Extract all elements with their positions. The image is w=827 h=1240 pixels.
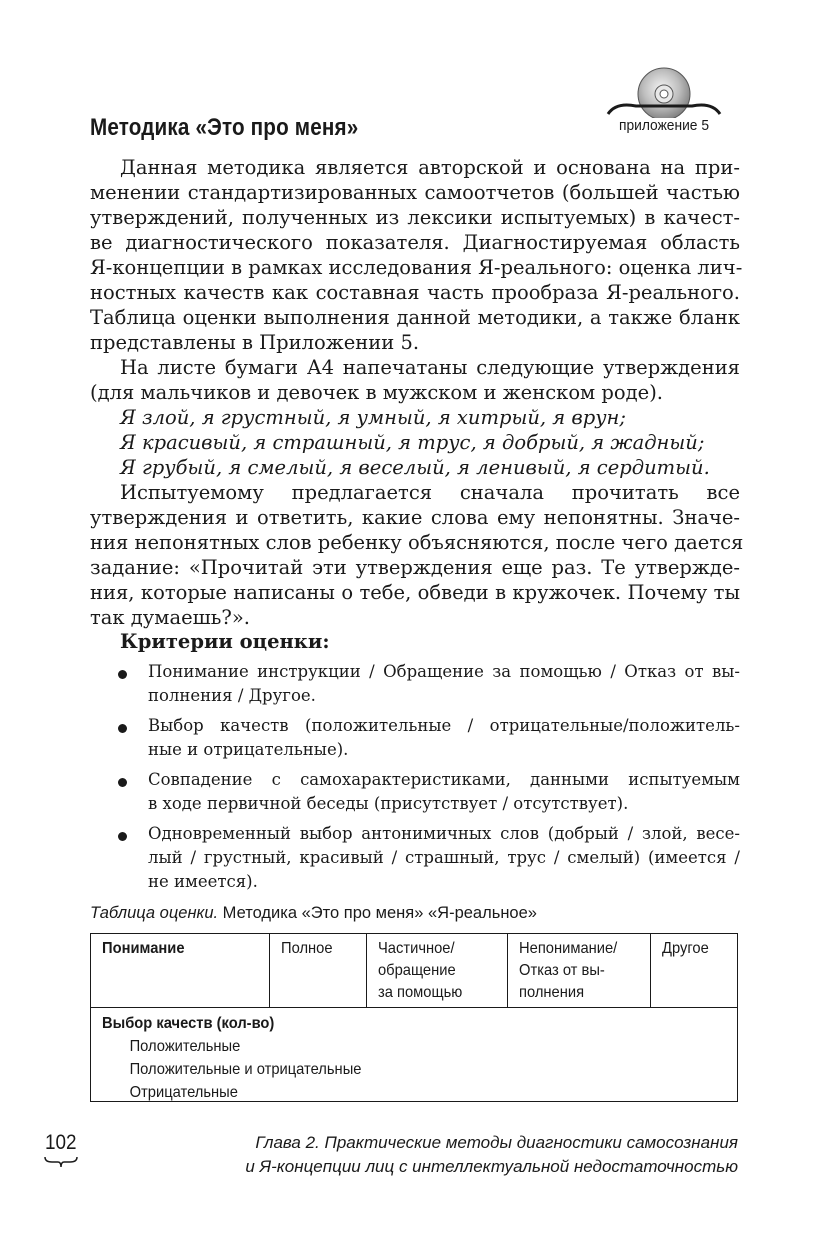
page-brace-icon bbox=[44, 1156, 78, 1168]
cell-line: Полное bbox=[281, 940, 333, 957]
list-item-line: не имеется). bbox=[148, 872, 258, 891]
cell-line: за помощью bbox=[378, 984, 463, 1001]
table-section-item: Положительные bbox=[129, 1038, 241, 1055]
list-item-line: Понимание инструкции / Обращение за помощью / Отказ от вы- bbox=[148, 662, 740, 681]
text-line: На листе бумаги А4 напечатаны следующие утверждения bbox=[120, 356, 740, 379]
text-line: ве диагностического показателя. Диагностируемая область bbox=[90, 231, 740, 254]
cell-line: Отказ от вы- bbox=[519, 962, 605, 979]
text-line: задание: «Прочитай эти утверждения еще раз. Те утвержде- bbox=[90, 556, 740, 579]
table-header-cell bbox=[281, 938, 333, 960]
statement-line: Я красивый, я страшный, я трус, я добрый, я жадный; bbox=[120, 431, 705, 454]
cell-line: Другое bbox=[662, 940, 709, 957]
cell-line: полнения bbox=[519, 984, 585, 1001]
statements-block bbox=[90, 405, 740, 480]
text-line: Я-концепции в рамках исследования Я-реального: оценка лич- bbox=[90, 256, 743, 279]
text-line: ностных качеств как составная часть прообраза Я-реального. bbox=[90, 281, 740, 304]
list-item-line: полнения / Другое. bbox=[148, 686, 316, 705]
table-header-cell bbox=[662, 938, 709, 960]
table-divider bbox=[366, 934, 367, 1007]
text-line: утверждения и ответить, какие слова ему непонятны. Значе- bbox=[90, 506, 740, 529]
table-header-cell bbox=[519, 938, 617, 1004]
bullet-icon bbox=[118, 724, 127, 733]
table-divider bbox=[91, 1007, 737, 1008]
criteria-heading: Критерии оценки: bbox=[120, 630, 330, 653]
list-item bbox=[116, 822, 740, 894]
appendix-label: приложение 5 bbox=[618, 117, 710, 134]
page-title: Методика «Это про меня» bbox=[90, 114, 359, 141]
list-item-line: Совпадение с самохарактеристиками, данными испытуемым bbox=[148, 770, 740, 789]
caption-text: Методика «Это про меня» «Я-реальное» bbox=[218, 904, 537, 922]
table-divider bbox=[650, 934, 651, 1007]
cell-line: Частичное/ bbox=[378, 940, 455, 957]
cell-line: Понимание bbox=[102, 940, 185, 957]
list-item-line: Выбор качеств (положительные / отрицательные/положитель- bbox=[148, 716, 740, 735]
table-section-title: Выбор качеств (кол-во) bbox=[102, 1015, 275, 1032]
bullet-icon bbox=[118, 778, 127, 787]
table-header-cell bbox=[378, 938, 462, 1004]
text-line: ния, которые написаны о тебе, обведи в кружочек. Почему ты bbox=[90, 581, 740, 604]
chapter-footer bbox=[200, 1131, 738, 1179]
text-line: Испытуемому предлагается сначала прочитать все bbox=[120, 481, 740, 504]
list-item-line: ные и отрицательные). bbox=[148, 740, 349, 759]
text-line: (для мальчиков и девочек в мужском и женском роде). bbox=[90, 381, 664, 404]
table-section-item: Отрицательные bbox=[129, 1084, 238, 1101]
intro-paragraph bbox=[90, 155, 743, 355]
chapter-line: Глава 2. Практические методы диагностики самосознания bbox=[255, 1133, 738, 1152]
caption-label: Таблица оценки. bbox=[90, 904, 219, 922]
text-line: Таблица оценки выполнения данной методики, а также бланк bbox=[90, 306, 740, 329]
list-item-line: в ходе первичной беседы (присутствует / отсутствует). bbox=[148, 794, 629, 813]
table-divider bbox=[507, 934, 508, 1007]
task-paragraph bbox=[90, 480, 744, 630]
sheet-paragraph bbox=[90, 355, 740, 405]
page-number: 102 bbox=[45, 1131, 77, 1154]
table-divider bbox=[269, 934, 270, 1007]
text-line: менении стандартизированных самоотчетов (большей частью bbox=[90, 181, 740, 204]
list-item-line: Одновременный выбор антонимичных слов (добрый / злой, весе- bbox=[148, 824, 740, 843]
list-item-line: лый / грустный, красивый / страшный, трус / смелый) (имеется / bbox=[148, 848, 740, 867]
criteria-list bbox=[116, 660, 740, 900]
text-line: так думаешь?». bbox=[90, 606, 250, 629]
statement-line: Я грубый, я смелый, я веселый, я ленивый, я сердитый. bbox=[120, 456, 710, 479]
table-section-item: Положительные и отрицательные bbox=[129, 1061, 362, 1078]
text-line: утверждений, полученных из лексики испытуемых) в качест- bbox=[90, 206, 740, 229]
text-line: ния непонятных слов ребенку объясняются, после чего дается bbox=[90, 531, 744, 554]
text-line: Данная методика является авторской и основана на при- bbox=[120, 156, 740, 179]
list-item bbox=[116, 660, 740, 708]
bullet-icon bbox=[118, 832, 127, 841]
table-row bbox=[102, 1012, 361, 1104]
table-caption bbox=[90, 904, 537, 923]
list-item bbox=[116, 714, 740, 762]
list-item bbox=[116, 768, 740, 816]
bullet-icon bbox=[118, 670, 127, 679]
cd-disc-icon bbox=[606, 66, 722, 118]
chapter-line: и Я-концепции лиц с интеллектуальной недостаточностью bbox=[245, 1157, 738, 1176]
cell-line: Непонимание/ bbox=[519, 940, 618, 957]
table-header-cell bbox=[102, 938, 185, 960]
evaluation-table bbox=[90, 933, 738, 1102]
cell-line: обращение bbox=[378, 962, 456, 979]
text-line: представлены в Приложении 5. bbox=[90, 331, 420, 354]
statement-line: Я злой, я грустный, я умный, я хитрый, я врун; bbox=[120, 406, 626, 429]
